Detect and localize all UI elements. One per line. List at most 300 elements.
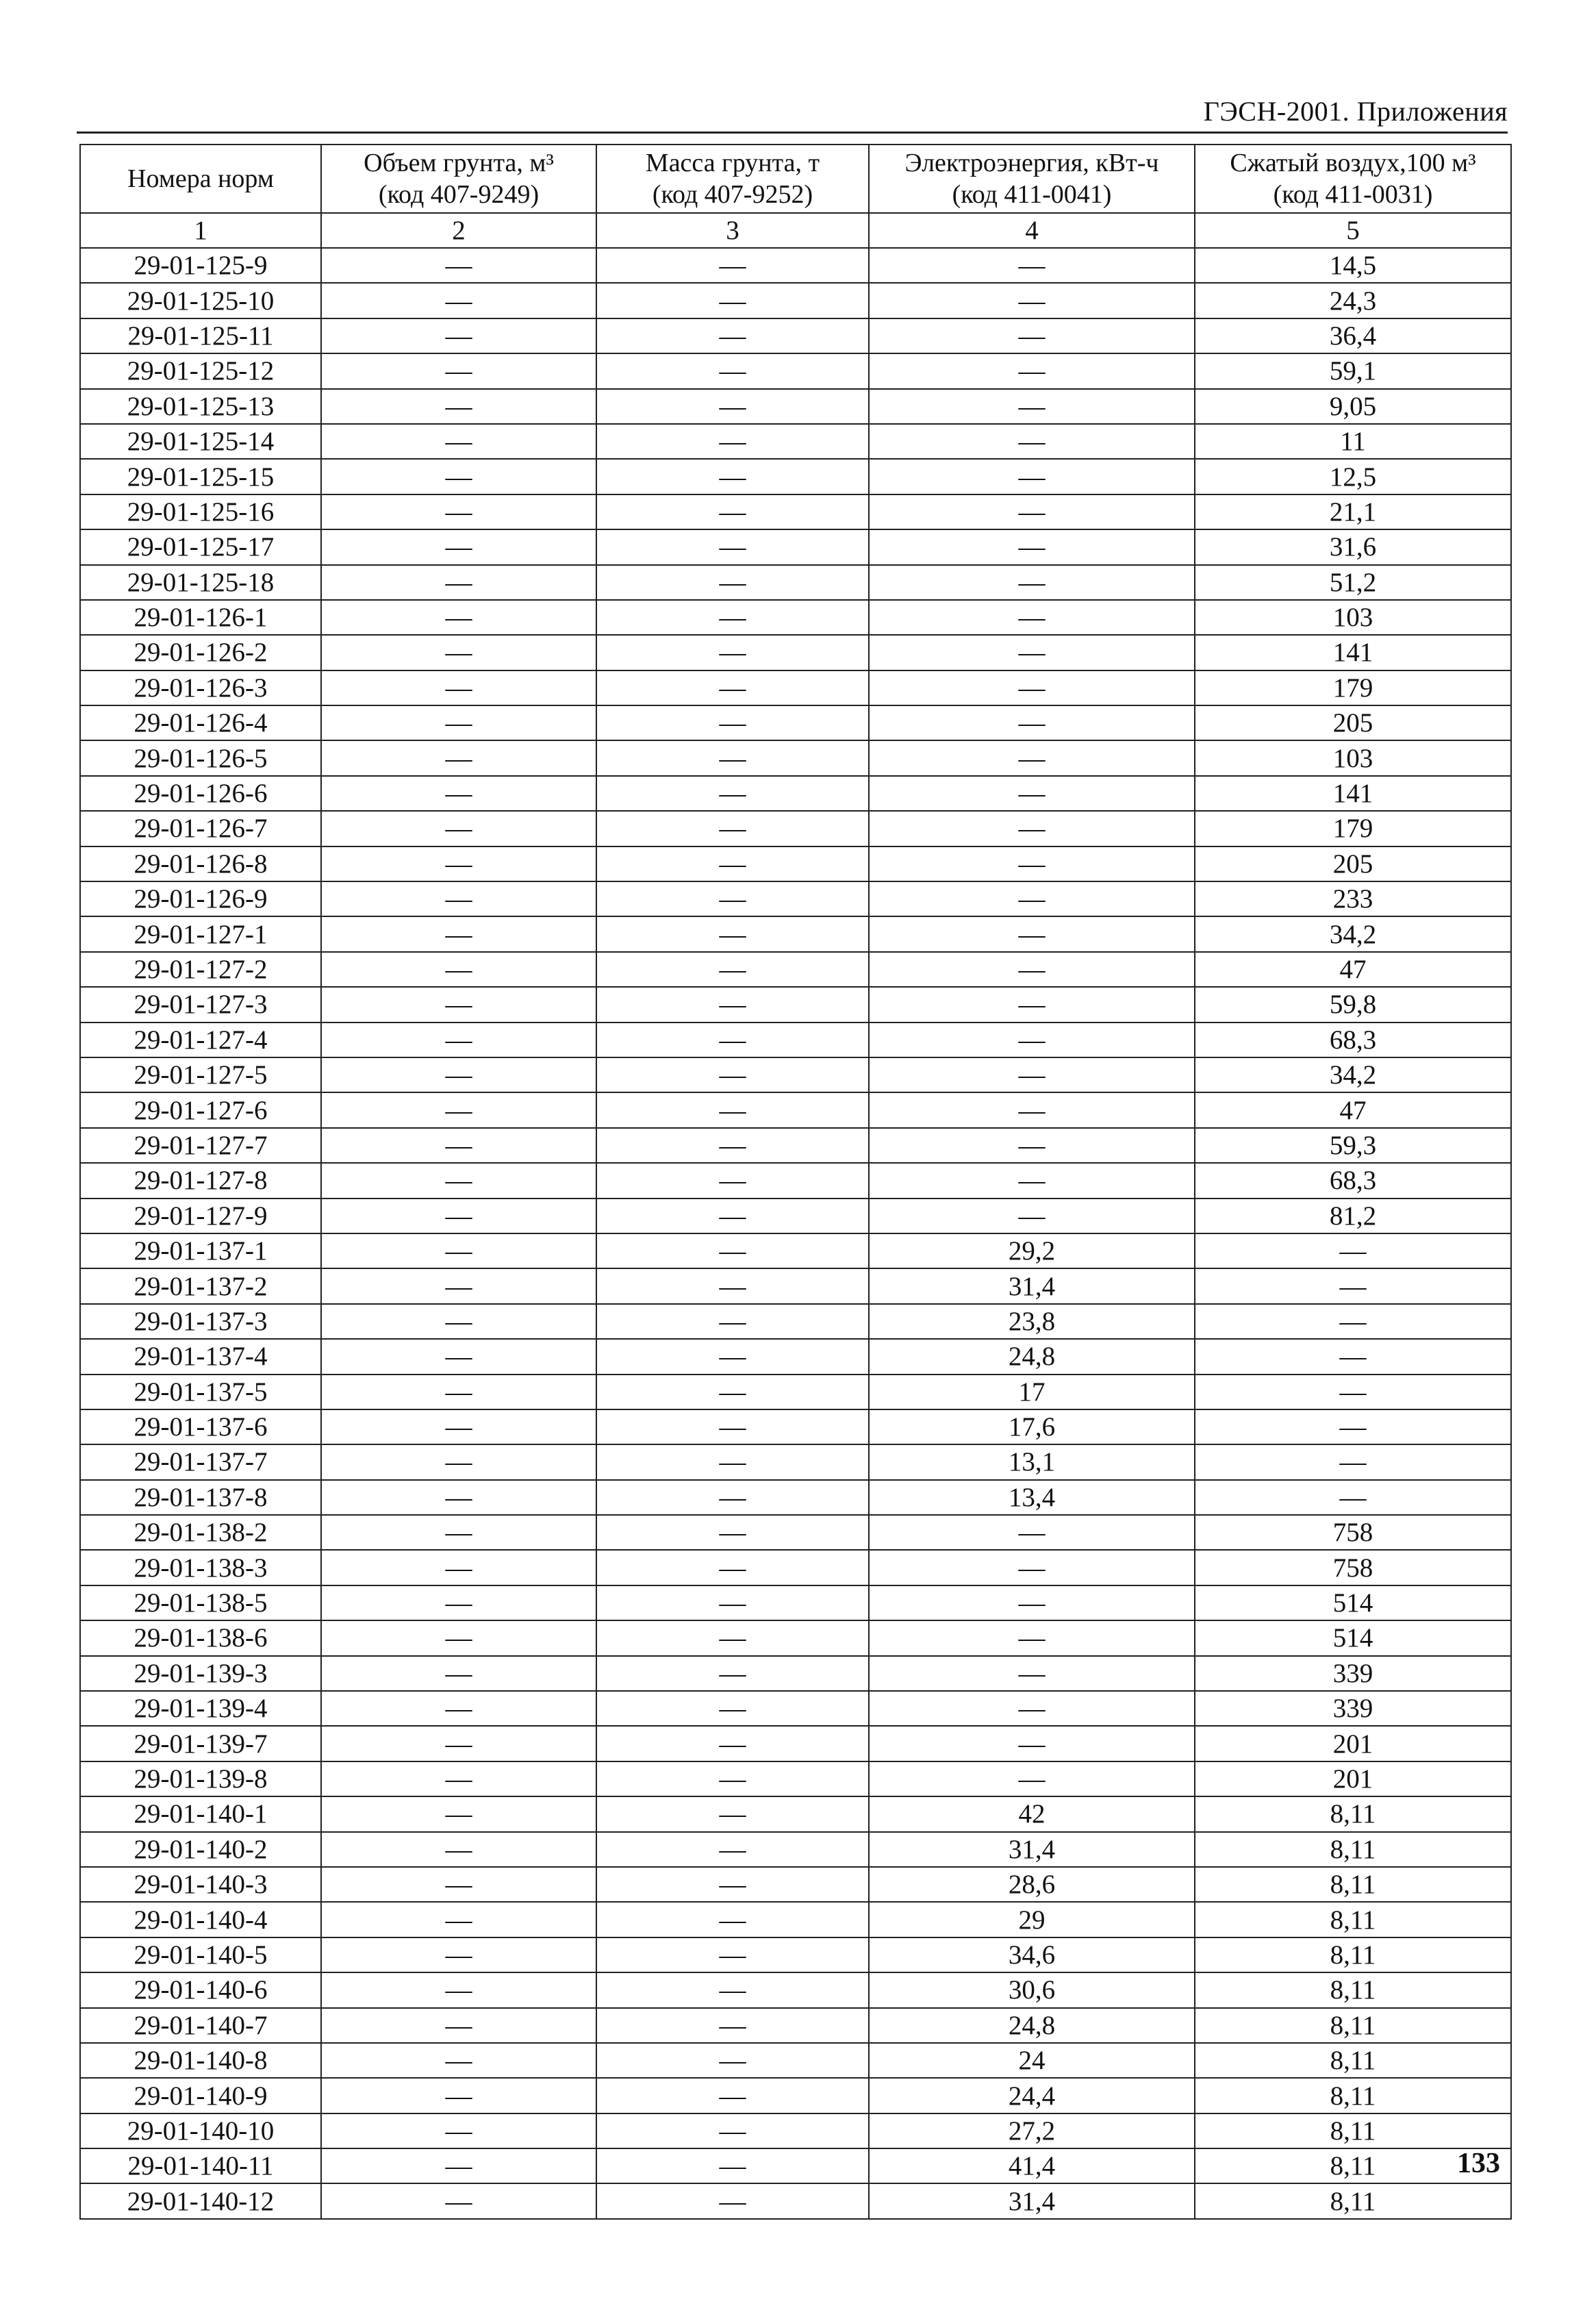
- compressed-air-cell: 8,11: [1195, 2043, 1511, 2078]
- soil-mass-cell: —: [596, 1304, 869, 1339]
- soil-volume-cell: —: [321, 1409, 596, 1444]
- norm-number-cell: 29-01-140-10: [80, 2113, 321, 2148]
- soil-mass-cell: —: [596, 1620, 869, 1655]
- soil-volume-cell: —: [321, 987, 596, 1022]
- soil-volume-cell: —: [321, 389, 596, 424]
- electricity-cell: —: [869, 248, 1195, 283]
- compressed-air-cell: 514: [1195, 1620, 1511, 1655]
- soil-mass-cell: —: [596, 1832, 869, 1867]
- soil-mass-cell: —: [596, 2078, 869, 2113]
- norm-number-cell: 29-01-125-15: [80, 459, 321, 494]
- electricity-cell: —: [869, 916, 1195, 951]
- electricity-cell: —: [869, 881, 1195, 916]
- soil-mass-cell: —: [596, 1656, 869, 1691]
- soil-mass-cell: —: [596, 2183, 869, 2218]
- soil-volume-cell: —: [321, 1515, 596, 1550]
- norm-number-cell: 29-01-138-2: [80, 1515, 321, 1550]
- table-header-row: [80, 145, 1511, 213]
- compressed-air-cell: —: [1195, 1409, 1511, 1444]
- compressed-air-cell: 8,11: [1195, 1972, 1511, 2007]
- table-row: [80, 705, 1511, 740]
- compressed-air-cell: 103: [1195, 740, 1511, 775]
- norm-number-cell: 29-01-126-9: [80, 881, 321, 916]
- soil-volume-cell: —: [321, 1761, 596, 1796]
- electricity-cell: 34,6: [869, 1937, 1195, 1972]
- table-row: [80, 740, 1511, 775]
- compressed-air-cell: 8,11: [1195, 1902, 1511, 1937]
- electricity-cell: 31,4: [869, 1832, 1195, 1867]
- table-row: [80, 600, 1511, 635]
- compressed-air-cell: 9,05: [1195, 389, 1511, 424]
- soil-mass-cell: —: [596, 565, 869, 600]
- electricity-cell: —: [869, 318, 1195, 353]
- soil-volume-cell: —: [321, 494, 596, 529]
- electricity-cell: —: [869, 459, 1195, 494]
- electricity-cell: 29: [869, 1902, 1195, 1937]
- electricity-cell: —: [869, 529, 1195, 564]
- table-row: [80, 1972, 1511, 2007]
- soil-volume-cell: —: [321, 283, 596, 318]
- soil-volume-cell: —: [321, 1691, 596, 1726]
- header-title: ГЭСН-2001. Приложения: [1203, 96, 1508, 127]
- table-row: [80, 1023, 1511, 1057]
- electricity-cell: 29,2: [869, 1233, 1195, 1268]
- electricity-cell: —: [869, 1128, 1195, 1163]
- compressed-air-cell: 14,5: [1195, 248, 1511, 283]
- header-col-1-line1: Номера норм: [127, 164, 274, 193]
- compressed-air-cell: 8,11: [1195, 1937, 1511, 1972]
- norm-number-cell: 29-01-125-14: [80, 424, 321, 459]
- norm-number-cell: 29-01-140-12: [80, 2183, 321, 2218]
- electricity-cell: 24,4: [869, 2078, 1195, 2113]
- soil-volume-cell: —: [321, 1832, 596, 1867]
- table-row: [80, 1832, 1511, 1867]
- norm-number-cell: 29-01-140-11: [80, 2148, 321, 2183]
- soil-volume-cell: —: [321, 1620, 596, 1655]
- compressed-air-cell: 339: [1195, 1656, 1511, 1691]
- soil-volume-cell: —: [321, 952, 596, 987]
- electricity-cell: —: [869, 1761, 1195, 1796]
- electricity-cell: —: [869, 1620, 1195, 1655]
- header-col-4-line2: (код 411-0041): [952, 180, 1112, 209]
- table-row: [80, 1163, 1511, 1198]
- soil-volume-cell: —: [321, 424, 596, 459]
- page-number: 133: [1457, 2148, 1500, 2179]
- soil-volume-cell: —: [321, 1057, 596, 1092]
- norm-number-cell: 29-01-138-6: [80, 1620, 321, 1655]
- soil-mass-cell: —: [596, 1937, 869, 1972]
- soil-volume-cell: —: [321, 1233, 596, 1268]
- soil-mass-cell: —: [596, 318, 869, 353]
- soil-volume-cell: —: [321, 846, 596, 881]
- soil-mass-cell: —: [596, 1726, 869, 1761]
- table-row: [80, 529, 1511, 564]
- table-row: [80, 494, 1511, 529]
- table-row: [80, 811, 1511, 846]
- electricity-cell: 17,6: [869, 1409, 1195, 1444]
- norm-number-cell: 29-01-127-8: [80, 1163, 321, 1198]
- compressed-air-cell: 179: [1195, 811, 1511, 846]
- norm-number-cell: 29-01-125-9: [80, 248, 321, 283]
- soil-volume-cell: —: [321, 1304, 596, 1339]
- table-row: [80, 283, 1511, 318]
- soil-volume-cell: —: [321, 916, 596, 951]
- electricity-cell: —: [869, 1515, 1195, 1550]
- electricity-cell: 27,2: [869, 2113, 1195, 2148]
- norm-number-cell: 29-01-138-3: [80, 1550, 321, 1585]
- electricity-cell: —: [869, 1057, 1195, 1092]
- soil-mass-cell: —: [596, 459, 869, 494]
- table-row: [80, 1199, 1511, 1233]
- compressed-air-cell: 47: [1195, 952, 1511, 987]
- soil-mass-cell: —: [596, 389, 869, 424]
- table-row: [80, 2113, 1511, 2148]
- soil-mass-cell: —: [596, 424, 869, 459]
- norm-number-cell: 29-01-126-1: [80, 600, 321, 635]
- compressed-air-cell: 339: [1195, 1691, 1511, 1726]
- table-row: [80, 1480, 1511, 1515]
- soil-mass-cell: —: [596, 2148, 869, 2183]
- compressed-air-cell: 8,11: [1195, 2113, 1511, 2148]
- norm-number-cell: 29-01-127-9: [80, 1199, 321, 1233]
- soil-volume-cell: —: [321, 1339, 596, 1374]
- header-col-5: [1195, 145, 1511, 213]
- soil-mass-cell: —: [596, 2043, 869, 2078]
- norm-number-cell: 29-01-126-4: [80, 705, 321, 740]
- soil-mass-cell: —: [596, 1057, 869, 1092]
- compressed-air-cell: 34,2: [1195, 1057, 1511, 1092]
- column-number: 1: [80, 213, 321, 248]
- norms-table: [79, 144, 1512, 2220]
- soil-volume-cell: —: [321, 1867, 596, 1902]
- soil-volume-cell: —: [321, 1937, 596, 1972]
- compressed-air-cell: 8,11: [1195, 1832, 1511, 1867]
- column-number: 4: [869, 213, 1195, 248]
- soil-volume-cell: —: [321, 740, 596, 775]
- table-row: [80, 1867, 1511, 1902]
- header-col-4: [869, 145, 1195, 213]
- soil-mass-cell: —: [596, 1233, 869, 1268]
- table-row: [80, 1409, 1511, 1444]
- compressed-air-cell: 205: [1195, 705, 1511, 740]
- soil-volume-cell: —: [321, 2113, 596, 2148]
- norm-number-cell: 29-01-137-5: [80, 1375, 321, 1409]
- soil-volume-cell: —: [321, 1268, 596, 1303]
- soil-volume-cell: —: [321, 1375, 596, 1409]
- soil-mass-cell: —: [596, 1550, 869, 1585]
- compressed-air-cell: 758: [1195, 1550, 1511, 1585]
- table-row: [80, 987, 1511, 1022]
- table-row: [80, 670, 1511, 705]
- norm-number-cell: 29-01-125-12: [80, 353, 321, 388]
- table-row: [80, 2183, 1511, 2218]
- electricity-cell: 24,8: [869, 1339, 1195, 1374]
- compressed-air-cell: 81,2: [1195, 1199, 1511, 1233]
- table-row: [80, 1304, 1511, 1339]
- electricity-cell: —: [869, 600, 1195, 635]
- soil-mass-cell: —: [596, 283, 869, 318]
- table-row: [80, 1691, 1511, 1726]
- compressed-air-cell: 8,11: [1195, 1796, 1511, 1831]
- norm-number-cell: 29-01-127-3: [80, 987, 321, 1022]
- compressed-air-cell: 24,3: [1195, 283, 1511, 318]
- soil-volume-cell: —: [321, 811, 596, 846]
- soil-mass-cell: —: [596, 1023, 869, 1057]
- electricity-cell: —: [869, 987, 1195, 1022]
- soil-mass-cell: —: [596, 740, 869, 775]
- electricity-cell: —: [869, 283, 1195, 318]
- header-col-1: [80, 145, 321, 213]
- compressed-air-cell: 8,11: [1195, 1867, 1511, 1902]
- norm-number-cell: 29-01-137-6: [80, 1409, 321, 1444]
- norm-number-cell: 29-01-139-3: [80, 1656, 321, 1691]
- soil-mass-cell: —: [596, 916, 869, 951]
- compressed-air-cell: 179: [1195, 670, 1511, 705]
- norm-number-cell: 29-01-140-2: [80, 1832, 321, 1867]
- compressed-air-cell: —: [1195, 1375, 1511, 1409]
- compressed-air-cell: 8,11: [1195, 2183, 1511, 2218]
- table-row: [80, 2148, 1511, 2183]
- norm-number-cell: 29-01-125-17: [80, 529, 321, 564]
- header-col-4-line1: Электроэнергия, кВт-ч: [904, 148, 1159, 177]
- table-row: [80, 776, 1511, 811]
- norm-number-cell: 29-01-126-6: [80, 776, 321, 811]
- header-col-2-line2: (код 407-9249): [378, 180, 540, 209]
- header-col-2: [321, 145, 596, 213]
- electricity-cell: —: [869, 705, 1195, 740]
- compressed-air-cell: —: [1195, 1233, 1511, 1268]
- header-col-3: [596, 145, 869, 213]
- electricity-cell: 13,1: [869, 1444, 1195, 1479]
- electricity-cell: 31,4: [869, 1268, 1195, 1303]
- soil-volume-cell: —: [321, 353, 596, 388]
- compressed-air-cell: 141: [1195, 776, 1511, 811]
- soil-volume-cell: —: [321, 776, 596, 811]
- table-row: [80, 565, 1511, 600]
- soil-volume-cell: —: [321, 2043, 596, 2078]
- norm-number-cell: 29-01-140-8: [80, 2043, 321, 2078]
- compressed-air-cell: 59,1: [1195, 353, 1511, 388]
- compressed-air-cell: 103: [1195, 600, 1511, 635]
- soil-volume-cell: —: [321, 1444, 596, 1479]
- compressed-air-cell: —: [1195, 1480, 1511, 1515]
- norm-number-cell: 29-01-140-4: [80, 1902, 321, 1937]
- soil-mass-cell: —: [596, 846, 869, 881]
- soil-volume-cell: —: [321, 2183, 596, 2218]
- table-row: [80, 318, 1511, 353]
- soil-mass-cell: —: [596, 494, 869, 529]
- electricity-cell: 17: [869, 1375, 1195, 1409]
- norm-number-cell: 29-01-137-8: [80, 1480, 321, 1515]
- compressed-air-cell: 8,11: [1195, 2008, 1511, 2043]
- soil-mass-cell: —: [596, 1375, 869, 1409]
- table-row: [80, 881, 1511, 916]
- table-row: [80, 1550, 1511, 1585]
- norm-number-cell: 29-01-125-11: [80, 318, 321, 353]
- electricity-cell: 31,4: [869, 2183, 1195, 2218]
- norm-number-cell: 29-01-140-9: [80, 2078, 321, 2113]
- soil-mass-cell: —: [596, 811, 869, 846]
- column-number: 3: [596, 213, 869, 248]
- table-row: [80, 1057, 1511, 1092]
- header-col-5-line1: Сжатый воздух,100 м³: [1230, 148, 1476, 177]
- soil-mass-cell: —: [596, 1199, 869, 1233]
- soil-volume-cell: —: [321, 1726, 596, 1761]
- table-row: [80, 1339, 1511, 1374]
- norm-number-cell: 29-01-125-13: [80, 389, 321, 424]
- compressed-air-cell: 68,3: [1195, 1163, 1511, 1198]
- header-col-3-line1: Масса грунта, т: [645, 148, 820, 177]
- soil-mass-cell: —: [596, 529, 869, 564]
- electricity-cell: —: [869, 1199, 1195, 1233]
- norm-number-cell: 29-01-138-5: [80, 1585, 321, 1620]
- electricity-cell: 13,4: [869, 1480, 1195, 1515]
- norm-number-cell: 29-01-137-7: [80, 1444, 321, 1479]
- compressed-air-cell: —: [1195, 1268, 1511, 1303]
- compressed-air-cell: —: [1195, 1304, 1511, 1339]
- soil-volume-cell: —: [321, 565, 596, 600]
- soil-volume-cell: —: [321, 2008, 596, 2043]
- electricity-cell: —: [869, 740, 1195, 775]
- norm-number-cell: 29-01-140-5: [80, 1937, 321, 1972]
- table-row: [80, 424, 1511, 459]
- norm-number-cell: 29-01-127-6: [80, 1092, 321, 1127]
- norm-number-cell: 29-01-126-8: [80, 846, 321, 881]
- electricity-cell: —: [869, 1550, 1195, 1585]
- electricity-cell: —: [869, 1163, 1195, 1198]
- compressed-air-cell: 205: [1195, 846, 1511, 881]
- norm-number-cell: 29-01-139-8: [80, 1761, 321, 1796]
- soil-mass-cell: —: [596, 1163, 869, 1198]
- table-row: [80, 1726, 1511, 1761]
- electricity-cell: —: [869, 1092, 1195, 1127]
- soil-volume-cell: —: [321, 2148, 596, 2183]
- soil-volume-cell: —: [321, 1199, 596, 1233]
- norm-number-cell: 29-01-140-6: [80, 1972, 321, 2007]
- compressed-air-cell: 68,3: [1195, 1023, 1511, 1057]
- norm-number-cell: 29-01-127-4: [80, 1023, 321, 1057]
- compressed-air-cell: 758: [1195, 1515, 1511, 1550]
- soil-mass-cell: —: [596, 1268, 869, 1303]
- electricity-cell: —: [869, 1656, 1195, 1691]
- norm-number-cell: 29-01-137-3: [80, 1304, 321, 1339]
- electricity-cell: —: [869, 353, 1195, 388]
- soil-mass-cell: —: [596, 353, 869, 388]
- soil-mass-cell: —: [596, 1867, 869, 1902]
- compressed-air-cell: 8,11: [1195, 2078, 1511, 2113]
- table-row: [80, 846, 1511, 881]
- header-col-5-line2: (код 411-0031): [1273, 180, 1433, 209]
- electricity-cell: 41,4: [869, 2148, 1195, 2183]
- soil-mass-cell: —: [596, 1902, 869, 1937]
- table-row: [80, 1585, 1511, 1620]
- column-number: 5: [1195, 213, 1511, 248]
- soil-mass-cell: —: [596, 1972, 869, 2007]
- soil-volume-cell: —: [321, 248, 596, 283]
- norm-number-cell: 29-01-140-1: [80, 1796, 321, 1831]
- compressed-air-cell: 36,4: [1195, 318, 1511, 353]
- soil-volume-cell: —: [321, 1092, 596, 1127]
- electricity-cell: 24: [869, 2043, 1195, 2078]
- soil-volume-cell: —: [321, 2078, 596, 2113]
- table-row: [80, 1796, 1511, 1831]
- compressed-air-cell: 59,8: [1195, 987, 1511, 1022]
- soil-mass-cell: —: [596, 670, 869, 705]
- soil-mass-cell: —: [596, 600, 869, 635]
- table-row: [80, 1761, 1511, 1796]
- compressed-air-cell: 47: [1195, 1092, 1511, 1127]
- soil-volume-cell: —: [321, 1128, 596, 1163]
- norm-number-cell: 29-01-140-3: [80, 1867, 321, 1902]
- norm-number-cell: 29-01-140-7: [80, 2008, 321, 2043]
- header-col-3-line2: (код 407-9252): [652, 180, 813, 209]
- electricity-cell: 28,6: [869, 1867, 1195, 1902]
- table-row: [80, 1937, 1511, 1972]
- table-row: [80, 2008, 1511, 2043]
- compressed-air-cell: 34,2: [1195, 916, 1511, 951]
- norm-number-cell: 29-01-139-4: [80, 1691, 321, 1726]
- electricity-cell: —: [869, 389, 1195, 424]
- soil-volume-cell: —: [321, 670, 596, 705]
- table-row: [80, 1444, 1511, 1479]
- table-row: [80, 952, 1511, 987]
- soil-mass-cell: —: [596, 776, 869, 811]
- compressed-air-cell: 59,3: [1195, 1128, 1511, 1163]
- norm-number-cell: 29-01-137-1: [80, 1233, 321, 1268]
- table-row: [80, 916, 1511, 951]
- norm-number-cell: 29-01-127-2: [80, 952, 321, 987]
- compressed-air-cell: 514: [1195, 1585, 1511, 1620]
- soil-mass-cell: —: [596, 248, 869, 283]
- soil-volume-cell: —: [321, 1796, 596, 1831]
- table-row: [80, 2043, 1511, 2078]
- table-row: [80, 248, 1511, 283]
- table-row: [80, 1515, 1511, 1550]
- electricity-cell: 42: [869, 1796, 1195, 1831]
- electricity-cell: —: [869, 670, 1195, 705]
- table-row: [80, 1375, 1511, 1409]
- norm-number-cell: 29-01-125-10: [80, 283, 321, 318]
- norm-number-cell: 29-01-137-4: [80, 1339, 321, 1374]
- electricity-cell: —: [869, 565, 1195, 600]
- soil-mass-cell: —: [596, 1761, 869, 1796]
- table-row: [80, 389, 1511, 424]
- table-row: [80, 459, 1511, 494]
- soil-volume-cell: —: [321, 1902, 596, 1937]
- electricity-cell: —: [869, 494, 1195, 529]
- electricity-cell: —: [869, 1691, 1195, 1726]
- table-row: [80, 1268, 1511, 1303]
- soil-mass-cell: —: [596, 1691, 869, 1726]
- soil-volume-cell: —: [321, 1972, 596, 2007]
- soil-volume-cell: —: [321, 600, 596, 635]
- compressed-air-cell: 11: [1195, 424, 1511, 459]
- compressed-air-cell: 201: [1195, 1761, 1511, 1796]
- compressed-air-cell: 8,11: [1195, 2148, 1511, 2183]
- table-row: [80, 2078, 1511, 2113]
- soil-mass-cell: —: [596, 1339, 869, 1374]
- soil-mass-cell: —: [596, 1409, 869, 1444]
- electricity-cell: —: [869, 1585, 1195, 1620]
- norm-number-cell: 29-01-127-5: [80, 1057, 321, 1092]
- soil-volume-cell: —: [321, 705, 596, 740]
- norm-number-cell: 29-01-127-1: [80, 916, 321, 951]
- norm-number-cell: 29-01-139-7: [80, 1726, 321, 1761]
- soil-mass-cell: —: [596, 881, 869, 916]
- electricity-cell: —: [869, 424, 1195, 459]
- electricity-cell: —: [869, 776, 1195, 811]
- electricity-cell: —: [869, 1023, 1195, 1057]
